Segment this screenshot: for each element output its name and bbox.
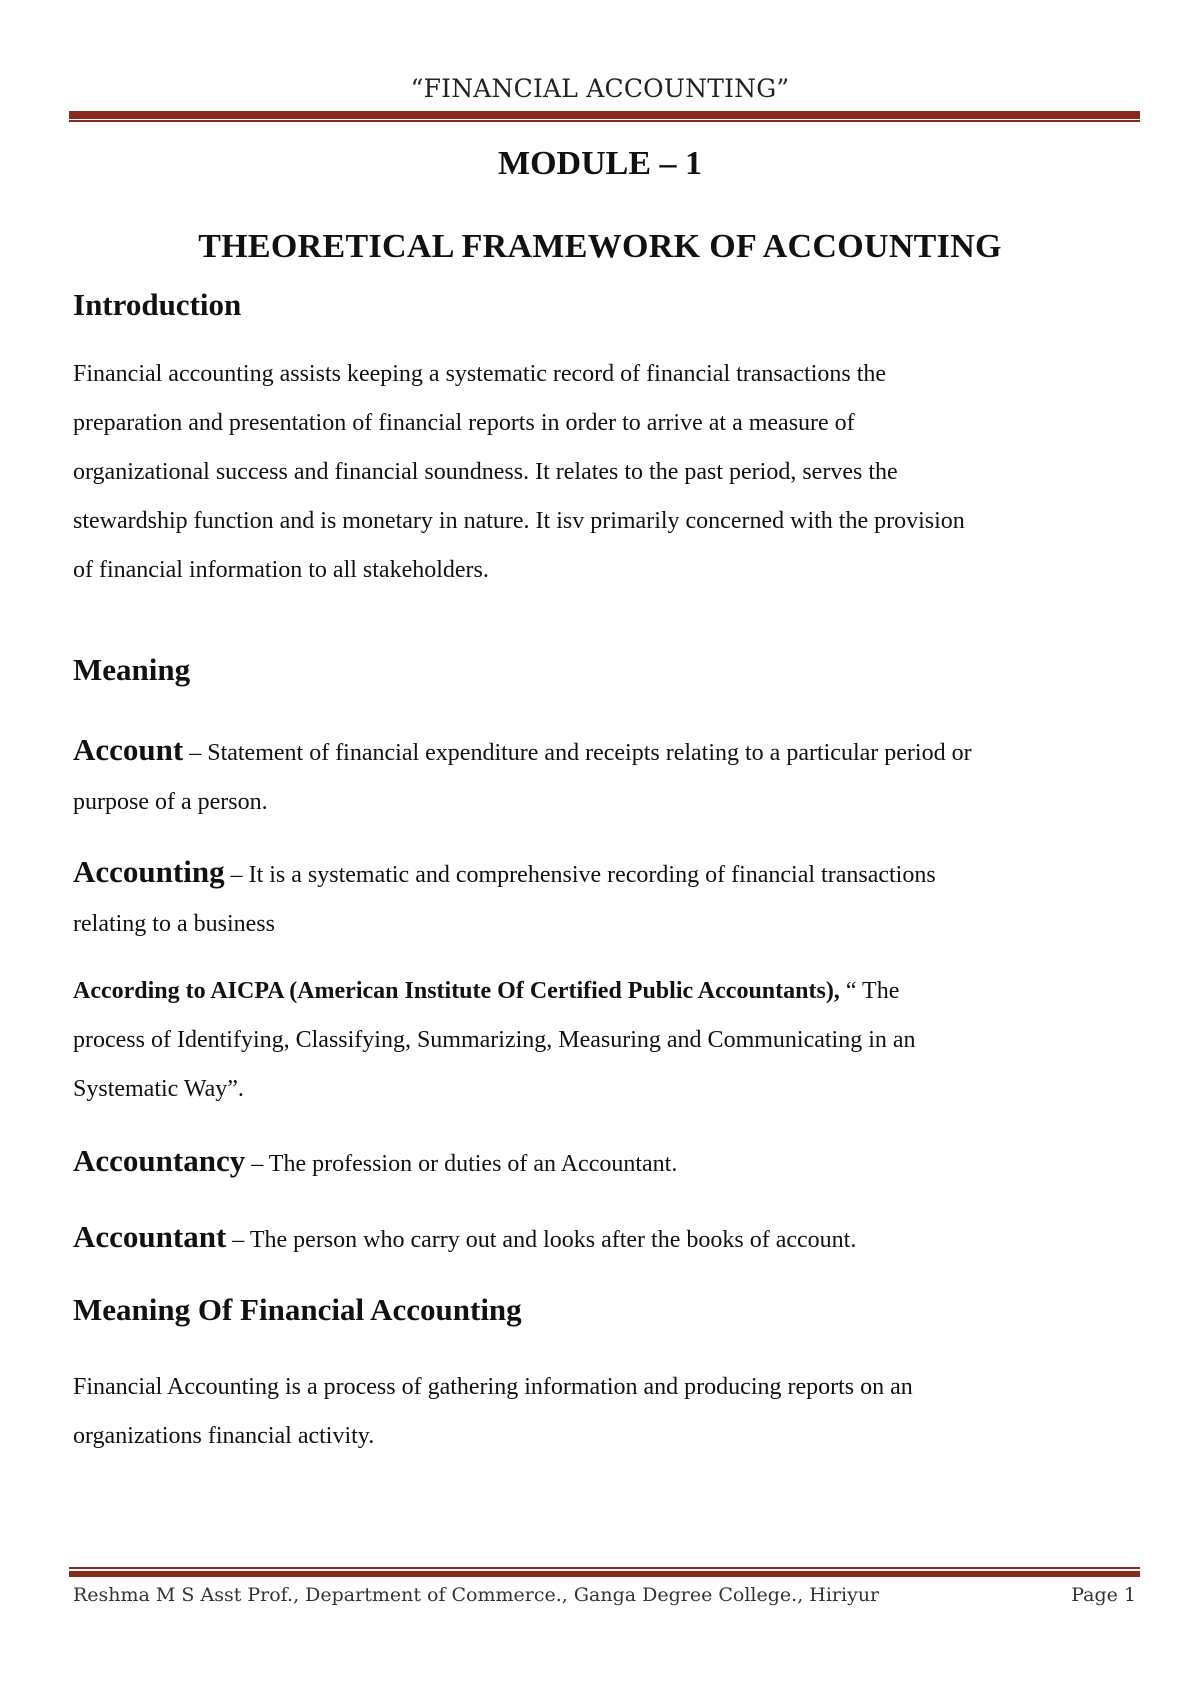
accounting-text: – It is a systematic and comprehensive recording of financial transactions <box>224 862 936 888</box>
introduction-line: preparation and presentation of financial reports in order to arrive at a measure of <box>73 410 855 436</box>
financial-accounting-line: organizations financial activity. <box>73 1423 375 1449</box>
aicpa-lead: According to AICPA (American Institute Of Certified Public Accountants), <box>73 978 840 1004</box>
accountancy-text: – The profession or duties of an Accountant. <box>245 1151 678 1177</box>
accounting-line <box>73 847 1138 900</box>
account-line-2: purpose of a person. <box>73 789 268 815</box>
accounting-line-2: relating to a business <box>73 911 275 937</box>
module-subtitle: THEORETICAL FRAMEWORK OF ACCOUNTING <box>198 228 1002 265</box>
accountant-line <box>73 1212 1138 1265</box>
aicpa-line-2: process of Identifying, Classifying, Summarizing, Measuring and Communicating in an <box>73 1027 916 1053</box>
accountancy-line <box>73 1136 1138 1189</box>
financial-accounting-paragraph <box>73 1363 1138 1461</box>
financial-accounting-line: Financial Accounting is a process of gathering information and producing reports on an <box>73 1374 913 1400</box>
account-line <box>73 725 1138 778</box>
accountant-text: – The person who carry out and looks after the books of account. <box>226 1227 857 1253</box>
introduction-line: organizational success and financial soundness. It relates to the past period, serves the <box>73 459 898 485</box>
footer-rule-thick <box>69 1571 1140 1577</box>
aicpa-line-3: Systematic Way”. <box>73 1076 244 1102</box>
account-text: – Statement of financial expenditure and receipts relating to a particular period or <box>183 740 972 766</box>
introduction-line: stewardship function and is monetary in nature. It isv primarily concerned with the provision <box>73 508 965 534</box>
header-rule-thin <box>69 120 1140 122</box>
accountancy-definition <box>73 1136 1138 1189</box>
account-term: Account <box>73 732 184 767</box>
accountant-term: Accountant <box>73 1219 227 1254</box>
module-title: MODULE – 1 <box>498 145 702 182</box>
account-definition <box>73 725 1138 827</box>
footer-rule <box>69 1567 1140 1569</box>
header-rule <box>69 111 1140 119</box>
accountancy-term: Accountancy <box>73 1143 246 1178</box>
aicpa-definition <box>73 967 1138 1114</box>
financial-accounting-heading: Meaning Of Financial Accounting <box>73 1292 522 1327</box>
accountant-definition <box>73 1212 1138 1265</box>
introduction-line: Financial accounting assists keeping a systematic record of financial transactions the <box>73 361 887 387</box>
aicpa-line <box>73 967 1138 1016</box>
introduction-paragraph <box>73 350 1138 595</box>
meaning-heading: Meaning <box>73 652 191 687</box>
accounting-definition <box>73 847 1138 949</box>
accounting-term: Accounting <box>73 854 225 889</box>
introduction-line: of financial information to all stakeholders. <box>73 557 489 583</box>
aicpa-text: “ The <box>839 978 900 1004</box>
introduction-heading: Introduction <box>73 287 242 322</box>
footer-page-number: Page 1 <box>1071 1584 1136 1606</box>
page-header-title: “FINANCIAL ACCOUNTING” <box>410 74 790 103</box>
footer-author: Reshma M S Asst Prof., Department of Commerce., Ganga Degree College., Hiriyur <box>73 1584 880 1606</box>
